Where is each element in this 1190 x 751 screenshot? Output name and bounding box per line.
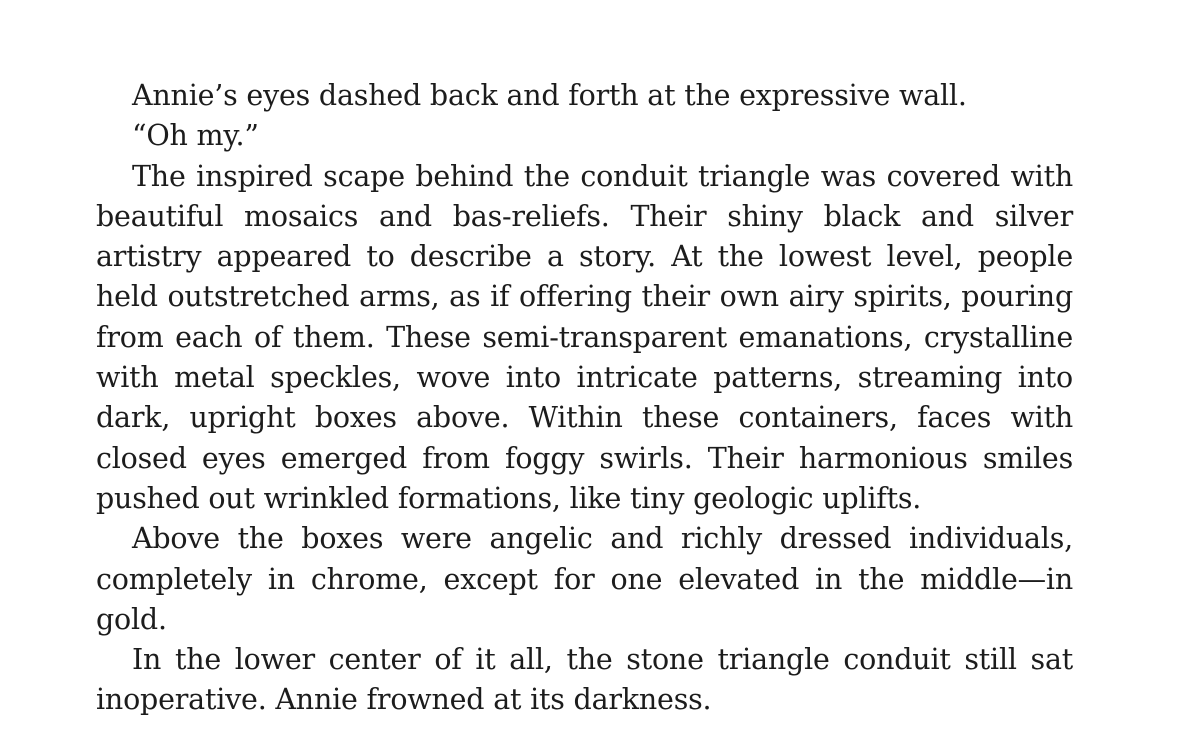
paragraph: Annie’s eyes dashed back and forth at the expressive wall. [132, 79, 967, 112]
paragraph: The inspired scape behind the conduit triangle was covered with beautiful mosaics and bas-reliefs. Their shiny black and silver artistry appeared to describe a story. At the lowest level, people held outstretched arms, as if offering their own airy spirits, pouring from each of them. These semi-transparent emanations, crystalline with metal speckles, wove into intricate patterns, streaming into dark, upright boxes above. Within these containers, faces with closed eyes emerged from foggy swirls. Their harmonious smiles pushed out wrinkled formations, like tiny geologic uplifts. [96, 159, 1073, 515]
paragraph: “Oh my.” [132, 119, 259, 153]
paragraph: In the lower center of it all, the stone triangle conduit still sat inoperative. Annie frowned at its darkness. [96, 643, 1073, 717]
book-page [96, 76, 1073, 721]
paragraph: Above the boxes were angelic and richly dressed individuals, completely in chrome, except for one elevated in the middle—in gold. [96, 522, 1073, 636]
